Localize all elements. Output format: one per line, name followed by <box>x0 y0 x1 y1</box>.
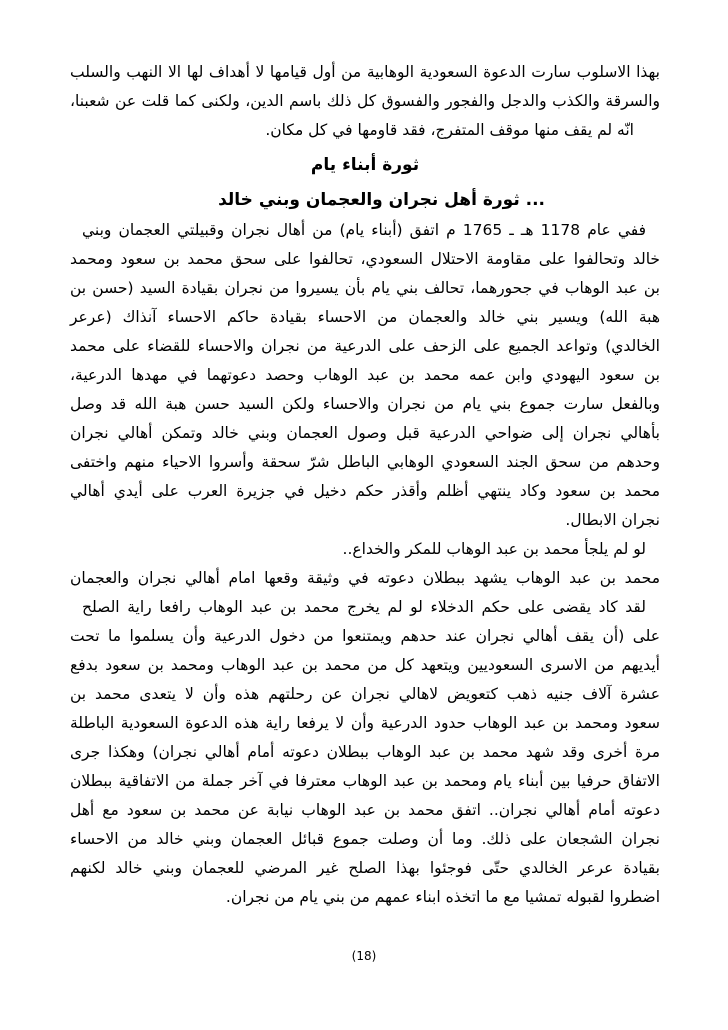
paragraph-line: بأهالي نجران إلى ضواحي الدرعية قبل وصول العجمان وبني خالد وتمكن أهالي نجران <box>70 424 660 442</box>
section-title: ثورة أبناء يام <box>310 155 420 175</box>
paragraph-line: الخالدي) وتواعد الجميع على الزحف على الدرعية من نجران والاحساء للقضاء على محمد <box>70 337 660 355</box>
paragraph-line: محمد بن عبد الوهاب يشهد ببطلان دعوته في وثيقة وقعها امام أهالي نجران والعجمان <box>70 569 660 587</box>
paragraph-line: انّه لم يقف منها موقف المتفرج، فقد قاومها في كل مكان. <box>265 121 634 139</box>
paragraph-line: بهذا الاسلوب سارت الدعوة السعودية الوهابية من أول قيامها لا أهداف لها الا النهب والسلب <box>70 63 660 81</box>
subsection-title: ... ثورة أهل نجران والعجمان وبني خالد <box>218 190 545 210</box>
paragraph-line: خالد وتحالفوا على مقاومة الاحتلال السعودي، تحالفوا على سحق محمد بن سعود ومحمد <box>70 250 660 268</box>
paragraph-line: اضطروا لقبوله تمشيا مع ما اتخذه ابناء عمهم من بني يام من نجران. <box>225 888 660 906</box>
paragraph-line: الاتفاق حرفيا بين أبناء يام ومحمد بن عبد الوهاب معترفا في آخر جملة من الاتفاقية ببطلان <box>70 772 660 790</box>
paragraph-line: والسرقة والكذب والدجل والفجور والفسوق كل ذلك باسم الدين، ولكنى كما قلت عن شعبنا، <box>70 92 660 110</box>
paragraph-line: مرة أخرى وقد شهد محمد بن عبد الوهاب ببطلان دعوته أمام أهالي نجران) وهكذا جرى <box>70 743 660 761</box>
paragraph-line: لقد كاد يقضى على حكم الدخلاء لو لم يخرج محمد بن عبد الوهاب رافعا راية الصلح <box>82 598 646 616</box>
paragraph-line: بن عبد الوهاب في جحورهما، تحالف بني يام بأن يسيروا من نجران بقيادة السيد (حسن بن <box>70 279 660 297</box>
paragraph-line: نجران الشجعان على ذلك. وما أن وصلت جموع قبائل العجمان وبني خالد من الاحساء <box>70 830 660 848</box>
paragraph-line: بقيادة عرعر الخالدي حتّى فوجئوا بهذا الصلح غير المرضي للعجمان وبني خالد لكنهم <box>70 859 660 877</box>
document-page <box>70 58 660 912</box>
paragraph-line: أيديهم من الاسرى السعوديين ويتعهد كل من محمد بن عبد الوهاب ومحمد بن سعود بدفع <box>70 656 660 674</box>
paragraph-line: هبة الله) ويسير بني خالد والعجمان من الاحساء بقيادة حاكم الاحساء آنذاك (عرعر <box>70 308 660 326</box>
paragraph-line: بن سعود اليهودي وابن عمه محمد بن عبد الوهاب وحصد دعوتهما في مهدها الدرعية، <box>70 366 660 384</box>
paragraph-line: وحدهم من سحق الجند السعودي الوهابي الباطل شرّ سحقة وأسروا الاحياء منهم واختفى <box>70 453 660 471</box>
paragraph-line: على (أن يقف أهالي نجران عند حدهم ويمتنعوا من دخول الدرعية وأن يسلموا ما تحت <box>70 627 660 645</box>
paragraph-line: دعوته أمام أهالي نجران.. اتفق محمد بن عبد الوهاب نيابة عن محمد بن سعود مع أهل <box>70 801 660 819</box>
paragraph-line: عشرة آلاف جنيه ذهب كتعويض لاهالي نجران عن رحلتهم هذه وأن لا يتعدى محمد بن <box>70 685 660 703</box>
paragraph-line: وبالفعل سارت جموع بني يام من نجران والاحساء ولكن السيد حسن هبة الله قد وصل <box>70 395 660 413</box>
paragraph-line: ففي عام 1178 هـ ـ 1765 م اتفق (أبناء يام) من أهال نجران وقبيلتي العجمان وبني <box>82 221 646 239</box>
paragraph-line: سعود ومحمد بن عبد الوهاب حدود الدرعية وأن لا يرفعا راية هذه الدعوة السعودية الباطلة <box>70 714 660 732</box>
page-number: (18) <box>351 949 377 963</box>
paragraph-line: لو لم يلجأ محمد بن عبد الوهاب للمكر والخداع.. <box>342 540 646 558</box>
paragraph-line: نجران الابطال. <box>565 511 660 529</box>
paragraph-line: محمد بن سعود وكاد ينتهي أظلم وأقذر حكم دخيل في جزيرة العرب على أيدي أهالي <box>70 482 660 500</box>
